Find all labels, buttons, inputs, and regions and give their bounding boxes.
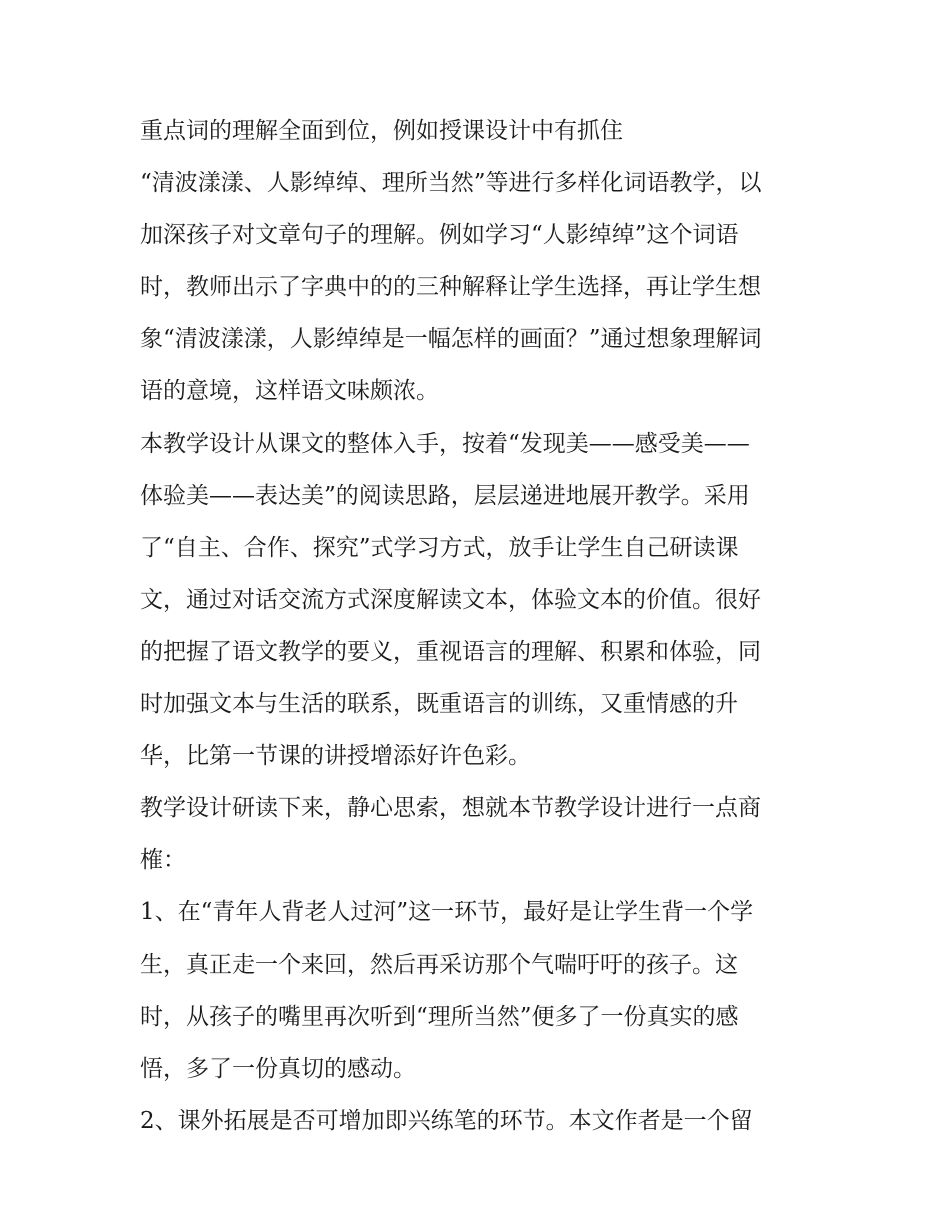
text-line: 的把握了语文教学的要义，重视语言的理解、积累和体验，同	[140, 638, 761, 665]
text-line: 生，真正走一个来回，然后再采访那个气喘吁吁的孩子。这	[140, 951, 738, 978]
text-line: 体验美——表达美”的阅读思路，层层递进地展开教学。采用	[140, 482, 750, 509]
text-line: 时，教师出示了字典中的的三种解释让学生选择，再让学生想	[140, 274, 761, 301]
text-line: 教学设计研读下来，静心思索，想就本节教学设计进行一点商	[140, 795, 761, 822]
text-line: 时，从孩子的嘴里再次听到“理所当然”便多了一份真实的感	[140, 1003, 739, 1030]
text-line: 象“清波漾漾，人影绰绰是一幅怎样的画面？”通过想象理解词	[140, 326, 762, 353]
text-line: 本教学设计从课文的整体入手，按着“发现美——感受美——	[140, 430, 750, 457]
text-line: 语的意境，这样语文味颇浓。	[140, 378, 439, 405]
text-line: 加深孩子对文章句子的理解。例如学习“人影绰绰”这个词语	[140, 222, 739, 249]
text-line: 悟，多了一份真切的感动。	[140, 1055, 416, 1082]
text-line: 重点词的理解全面到位，例如授课设计中有抓住	[140, 118, 623, 144]
text-line: 了“自主、合作、探究”式学习方式，放手让学生自己研读课	[140, 534, 739, 561]
text-line: 文，通过对话交流方式深度解读文本，体验文本的价值。很好	[140, 586, 761, 613]
text-line: 2、课外拓展是否可增加即兴练笔的环节。本文作者是一个留	[140, 1107, 753, 1134]
text-line: 榷：	[140, 847, 186, 874]
document-body	[140, 105, 820, 1147]
text-line: “清波漾漾、人影绰绰、理所当然”等进行多样化词语教学，以	[140, 170, 762, 197]
text-line: 时加强文本与生活的联系，既重语言的训练，又重情感的升	[140, 691, 738, 718]
text-line: 1、在“青年人背老人过河”这一环节，最好是让学生背一个学	[140, 899, 754, 926]
text-line: 华，比第一节课的讲授增添好许色彩。	[140, 743, 531, 770]
